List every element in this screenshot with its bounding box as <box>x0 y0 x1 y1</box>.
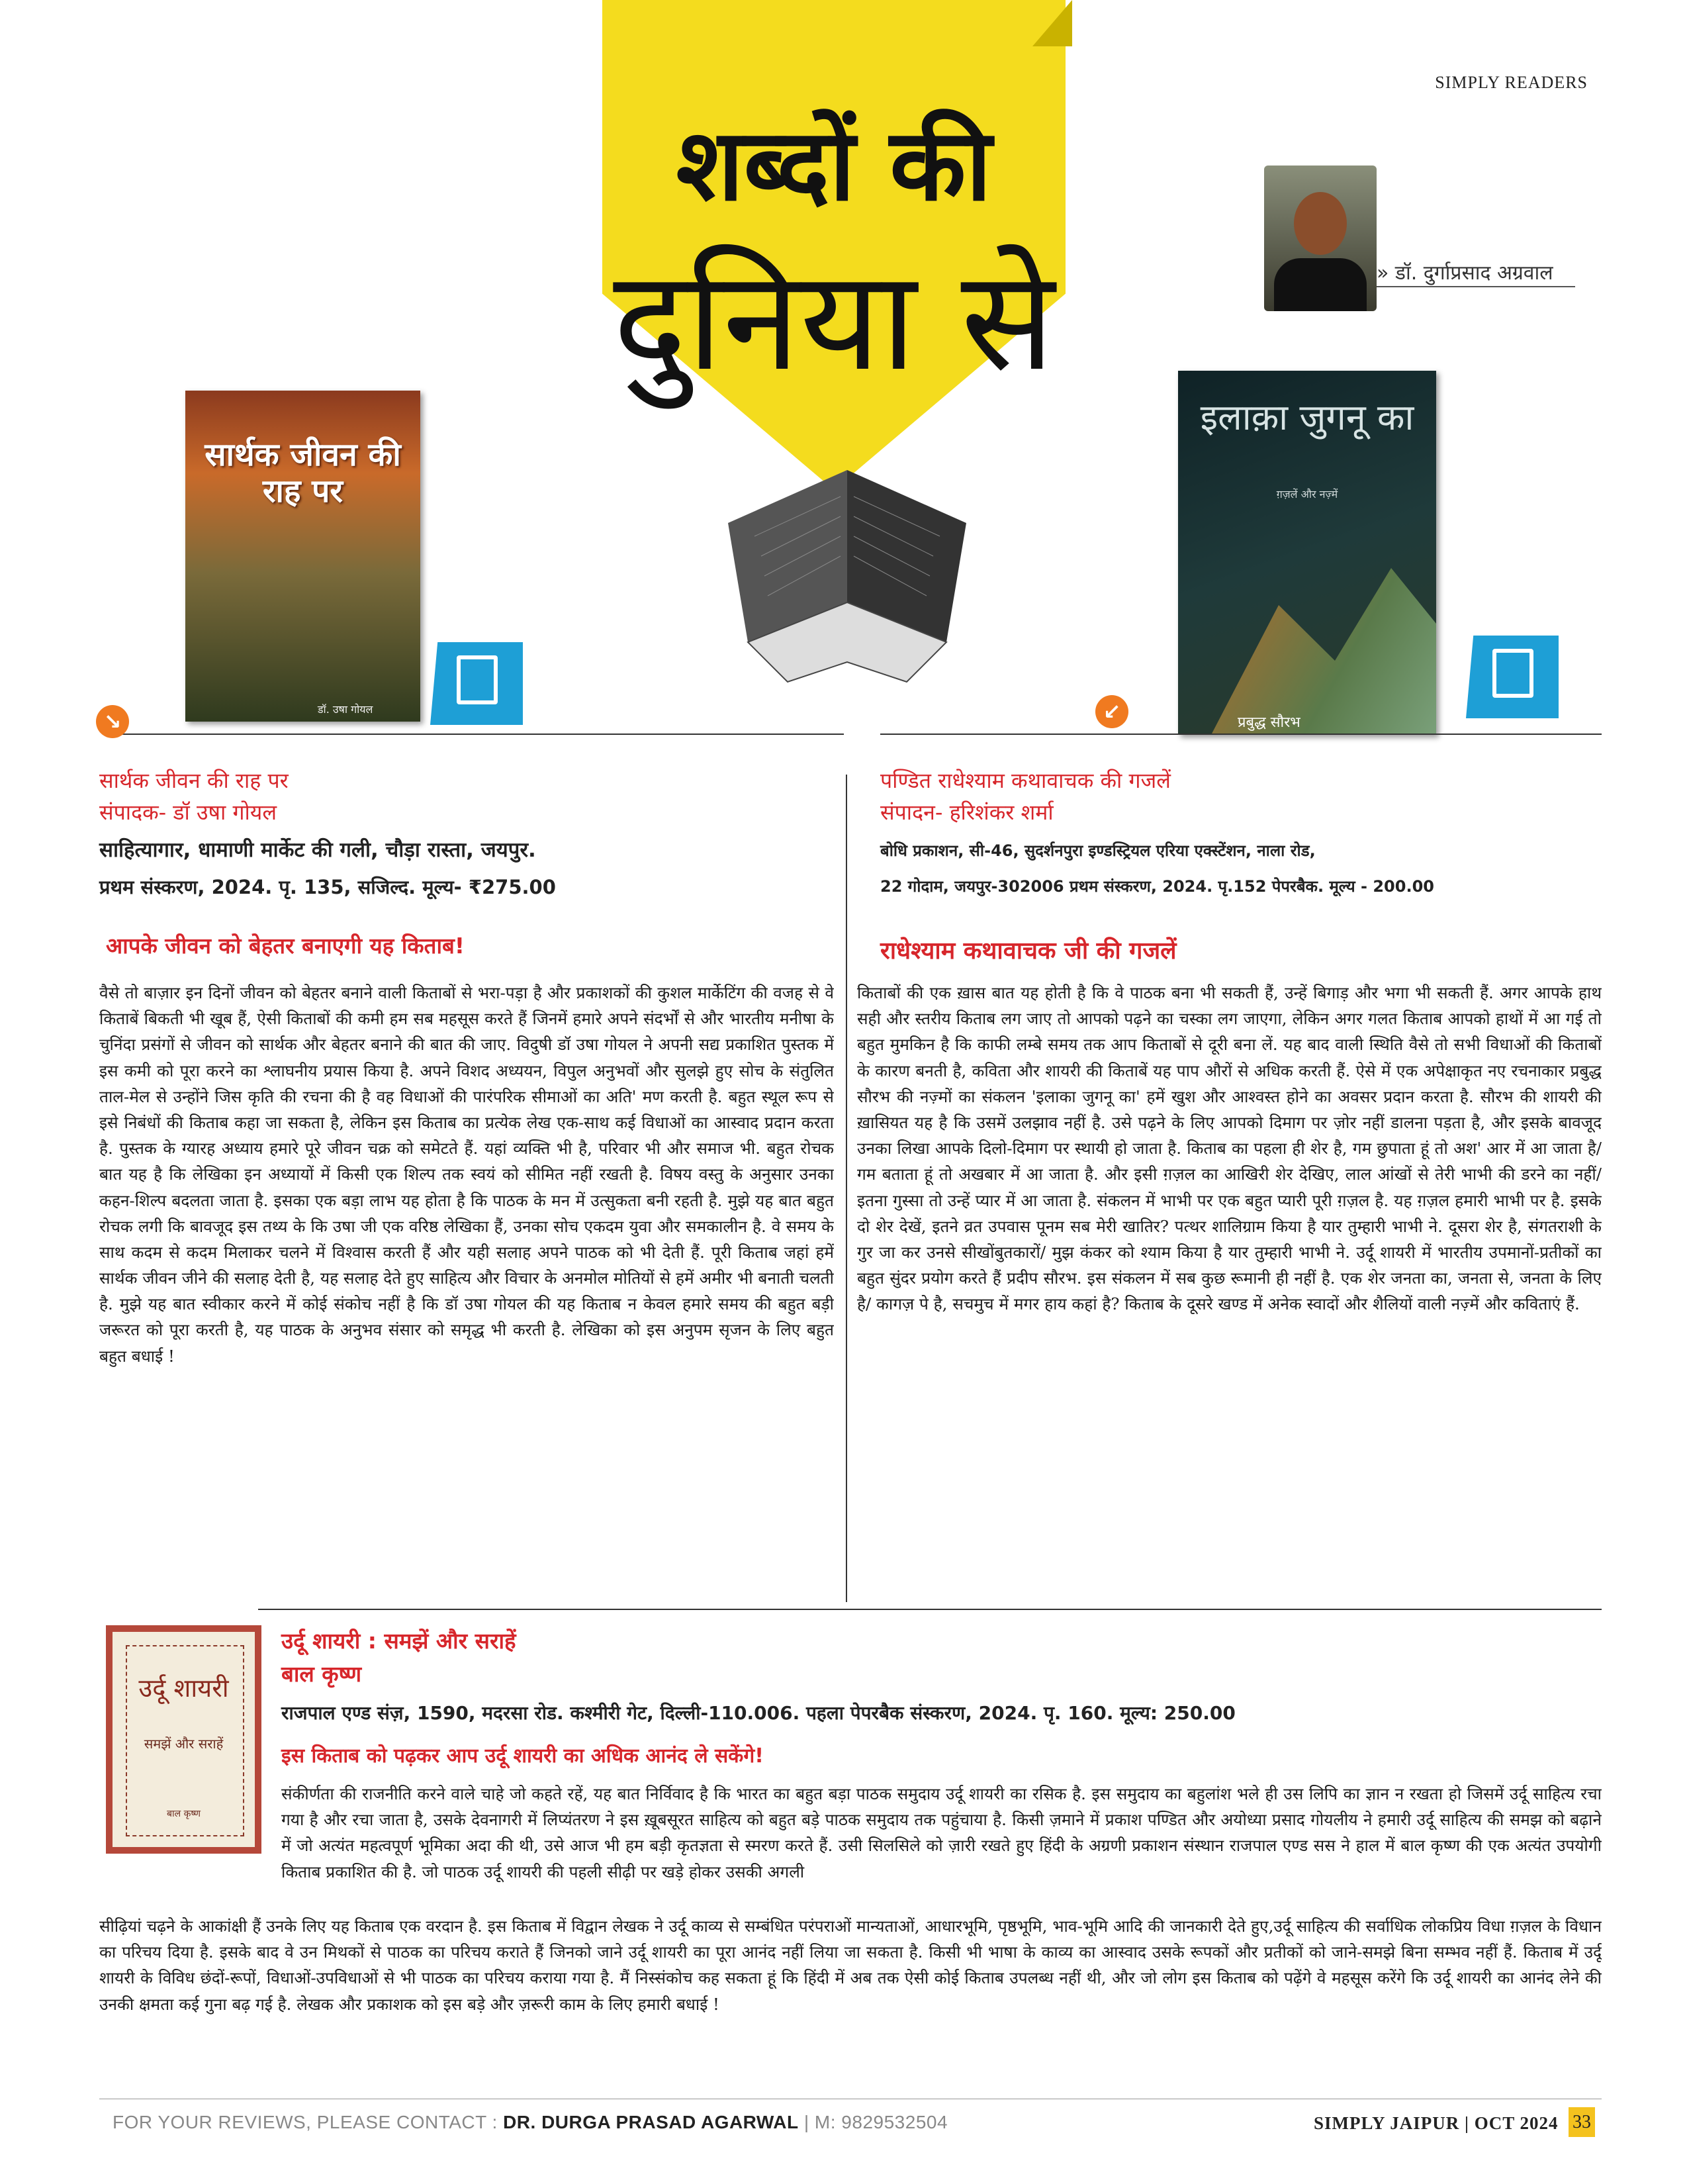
review2-body: किताबों की एक ख़ास बात यह होती है कि वे पाठक बना भी सकती हैं, उन्हें बिगाड़ और भगा भी सकती हैं. अगर आपके हाथ सही और स्तरीय किताब लग जाए तो आपको पढ़ने का चस्का लग जाएगा, लेकिन अगर गलत किताब आपको हाथों में आ गई तो बहुत मुमकिन है कि काफी लम्बे समय तक आप किताबों से दूरी बना लें. यह बाद वाली स्थिति वैसे तो सभी विधाओं की किताबों के कारण बनती है, कविता और शायरी की किताबें यह पाप औरों से अधिक करती हैं. ऐसे में एक अपेक्षाकृत नए रचनाकार प्रबुद्ध सौरभ की नज़्मों का संकलन 'इलाका जुगनू का' हमें खुश और आश्वस्त होने का अवसर प्रदान करता है. सौरभ की शायरी की ख़ासियत यह है कि उसमें उलझाव नहीं है. उसे पढ़ने के लिए आपको दिमाग पर ज़ोर नहीं डालना पड़ता है, और इसके बावजूद उनका लिखा आपके दिलो-दिमाग पर स्थायी हो जाता है. किताब का पहला ही शेर है, गम छुपाता हूं तो अश' आर में आ जाता है/ गम बताता हूं तो अखबार में आ जाता है. और इसी ग़ज़ल का आखिरी शेर देखिए, लाल आंखों से तेरी भाभी की डरने का नहीं/ इतना गुस्सा तो उन्हें प्यार में आ जाता है. संकलन में भाभी पर एक बहुत प्यारी पूरी ग़ज़ल है. यह ग़ज़ल हमारी भाभी पर है. इसके दो शेर देखें, इतने व्रत उपवास पूनम सब मेरी खातिर? पत्थर शालिग्राम किया है यार तुम्हारी भाभी ने. दूसरा शेर है, संगतराशी के गुर जा कर उनसे सीखोंबुतकारों/ मुझ कंकर को श्याम किया है यार तुम्हारी भाभी ने. उर्दू शायरी में भारतीय उपमानों-प्रतीकों का बहुत सुंदर प्रयोग करते हैं प्रदीप सौरभ. इस संकलन में सब कुछ रूमानी ही नहीं है. एक शेर जनता का, जनता से, जनता के लिए है/ कागज़ पे है, सचमुच में मगर हाय कहां है? किताब के दूसरे खण्ड में अनेक स्वादों और शैलियों वाली नज़्में और कविताएं हैं. <box>857 983 1602 1314</box>
author-byline: » डॉ. दुर्गाप्रसाद अग्रवाल <box>1377 261 1553 285</box>
book-icon-outline <box>1492 649 1533 698</box>
byline-rule <box>1377 286 1575 287</box>
book-cover-1-author: डॉ. उषा गोयल <box>318 703 373 716</box>
page-title-line1: शब्दों की <box>676 108 992 223</box>
footer-magazine: SIMPLY JAIPUR | OCT 2024 <box>1314 2113 1559 2133</box>
review3-subhead: इस किताब को पढ़कर आप उर्दू शायरी का अधिक आनंद ले सकेंगे! <box>281 1744 764 1768</box>
review2-publisher: बोधि प्रकाशन, सी-46, सुदर्शनपुरा इण्डस्ट्रियल एरिया एक्स्टेंशन, नाला रोड, <box>880 841 1316 860</box>
review2-subhead: राधेश्याम कथावाचक जी की गजलें <box>880 937 1177 965</box>
review1-editor: संपादक- डॉ उषा गोयल <box>99 800 277 825</box>
review3-title: उर्दू शायरी : समझें और सराहें <box>281 1628 516 1654</box>
review1-publisher: साहित्यागार, धामाणी मार्केट की गली, चौड़ा रास्ता, जयपुर. <box>99 838 536 862</box>
book-cover-3-subtitle: समझें और सराहें <box>144 1736 224 1752</box>
review2-editor: संपादन- हरिशंकर शर्मा <box>880 800 1054 825</box>
footer-contact <box>113 2112 948 2133</box>
review3-body-full: सीढ़ियां चढ़ने के आकांक्षी हैं उनके लिए यह किताब एक वरदान है. इस किताब में विद्वान लेखक ने उर्दू काव्य से सम्बंधित परंपराओं मान्यताओं, आधारभूमि, पृष्ठभूमि, भाव-भूमि आदि की जानकारी देते हुए,उर्दू साहित्य की सर्वाधिक लोकप्रिय विधा ग़ज़ल के विधान का परिचय दिया है. इसके बाद वे उन मिथकों से पाठक का परिचय कराते हैं जिनको जाने उर्दू शायरी का पूरा आनंद नहीं लिया जा सकता है. किसी भी भाषा के काव्य का आस्वाद उसके रूपकों और प्रतीकों को जाने-समझे बिना सम्भव नहीं हैं. किताब में उर्दू शायरी के विविध छंदों-रूपों, विधाओं-उपविधाओं से भी पाठक का परिचय कराया गया है. मैं निस्संकोच कह सकता हूं कि हिंदी में अब तक ऐसी कोई किताब उपलब्ध नहीं थी, और जो लोग इस किताब को पढ़ेंगे वे महसूस करेंगे कि उर्दू शायरी का आनंद लेने की उनकी क्षमता कई गुना बढ़ गई है. लेखक और प्रकाशक को इस बड़े और ज़रूरी काम के लिए हमारी बधाई ! <box>99 1917 1602 2014</box>
review3-author: बाल कृष्ण <box>281 1661 362 1687</box>
footer-contact-prefix: FOR YOUR REVIEWS, PLEASE CONTACT : <box>113 2112 504 2132</box>
review2-edition: 22 गोदाम, जयपुर-302006 प्रथम संस्करण, 2024. पृ.152 पेपरबैक. मूल्य - 200.00 <box>880 877 1434 896</box>
review1-edition: प्रथम संस्करण, 2024. पृ. 135, सजिल्द. मूल्य- ₹275.00 <box>99 876 556 898</box>
review1-title: सार्थक जीवन की राह पर <box>99 768 289 793</box>
page-number: 33 <box>1569 2107 1595 2137</box>
arrow-down-right-icon: ↘ <box>96 705 129 738</box>
author-suit <box>1274 258 1367 311</box>
review2-title: पण्डित राधेश्याम कथावाचक की गजलें <box>880 768 1171 793</box>
book-cover-1-title: सार्थक जीवन की राह पर <box>205 436 401 510</box>
section-label: SIMPLY READERS <box>1435 73 1588 92</box>
review3-body-wrap: संकीर्णता की राजनीति करने वाले चाहे जो कहते रहें, यह बात निर्विवाद है कि भारत का बहुत बड़ा पाठक समुदाय उर्दू शायरी का रसिक है. इस समुदाय का बहुलांश भले ही उस लिपि का ज्ञान न रखता हो जिसमें उर्दू साहित्य रचा गया है और रचा जाता है, उसके देवनागरी में लिप्यंतरण ने इस ख़ूबसूरत साहित्य को बहुत बड़े पाठक समुदाय तक पहुंचाया है. किसी ज़माने में प्रकाश पण्डित और अयोध्या प्रसाद गोयलीय ने हमारी उर्दू साहित्य की समझ को बढ़ाने में जो अत्यंत महत्वपूर्ण भूमिका अदा की थी, उसे आज भी हम बड़ी कृतज्ञता से स्मरण करते हैं. उसी सिलसिले को ज़ारी रखते हुए हिंदी के अग्रणी प्रकाशन संस्थान राजपाल एण्ड सस ने हाल में बाल कृष्ण की एक अत्यंत उपयोगी किताब प्रकाशित की है. जो पाठक उर्दू शायरी की पहली सीढ़ी पर खड़े होकर उसकी अगली <box>281 1784 1602 1881</box>
author-face <box>1294 192 1347 255</box>
book-cover-2-title: इलाक़ा जुगनू का <box>1200 397 1414 438</box>
review3-publisher: राजपाल एण्ड संज़, 1590, मदरसा रोड. कश्मीरी गेट, दिल्ली-110.006. पहला पेपरबैक संस्करण, 2024. पृ. 160. मूल्य: 250.00 <box>281 1702 1236 1724</box>
arrow-down-left-icon: ↙ <box>1095 695 1128 728</box>
column-divider <box>846 775 847 1602</box>
book-cover-2-author: प्रबुद्ध सौरभ <box>1238 714 1300 731</box>
open-book-illustration <box>708 444 986 695</box>
book-icon-outline <box>457 655 498 704</box>
footer-contact-phone: | M: 9829532504 <box>798 2112 948 2132</box>
book-cover-3-author: बाल कृष्ण <box>167 1809 201 1819</box>
book-cover-3-title: उर्दू शायरी <box>138 1674 229 1703</box>
section-rule-right <box>880 734 1602 735</box>
section-rule-left <box>109 734 844 735</box>
footer-contact-name: DR. DURGA PRASAD AGARWAL <box>503 2112 799 2132</box>
book-cover-2-subtitle: ग़ज़लें और नज़्में <box>1276 488 1338 500</box>
page-title-line2: दुनिया से <box>613 240 1055 402</box>
review1-body: वैसे तो बाज़ार इन दिनों जीवन को बेहतर बनाने वाली किताबों से भरा-पड़ा है और प्रकाशकों की कुशल मार्केटिंग की वजह से वे किताबें बिकती भी खूब हैं, ऐसी किताबों की कमी हम सब महसूस करते हैं जिनमें हमारे अपने संदर्भों से और भारतीय मनीषा के चुनिंदा प्रसंगों से जीवन को सार्थक और बेहतर बनाने की बात की जाए. विदुषी डॉ उषा गोयल ने अपनी सद्य प्रकाशित पुस्तक में इस कमी को पूरा करने का श्लाघनीय प्रयास किया है. अपने विशद अध्ययन, विपुल अनुभवों और सुलझे हुए सोच के संतुलित ताल-मेल से उन्होंने जिस कृति की रचना की है वह विधाओं की पारंपरिक सीमाओं का अति' मण करती है. बहुत स्थूल रूप से इसे निबंधों की किताब कहा जा सकता है, लेकिन इस किताब का प्रत्येक लेख एक-साथ कई विधाओं का आस्वाद प्रदान करता है. पुस्तक के ग्यारह अध्याय हमारे पूरे जीवन चक्र को समेटते हैं. यहां व्यक्ति भी है, परिवार भी और समाज भी. बहुत रोचक बात यह है कि लेखिका इन अध्यायों में किसी एक शिल्प तक स्वयं को सीमित नहीं रखती है. विषय वस्तु के अनुसार उनका कहन-शिल्प बदलता जाता है. इसका एक बड़ा लाभ यह होता है कि पाठक के मन में उत्सुकता बनी रहती है. मुझे यह बात बहुत रोचक लगी कि बावजूद इस तथ्य के कि उषा जी एक वरिष्ठ लेखिका हैं, उनका सोच एकदम युवा और समकालीन है. वे समय के साथ कदम से कदम मिलाकर चलने में विश्वास करती हैं और यही सलाह अपने पाठक को भी देती हैं. पूरी किताब जहां हमें सार्थक जीवन जीने की सलाह देती है, यह सलाह देते हुए साहित्य और विचार के अनमोल मोतियों से हमें अमीर भी बनाती चलती है. मुझे यह बात स्वीकार करने में कोई संकोच नहीं है कि डॉ उषा गोयल की यह किताब न केवल हमारे समय की बहुत बड़ी जरूरत को पूरा करती है, यह पाठक के अनुभव संसार को समृद्ध भी करती है. लेखिका को इस अनुपम सृजन के लिए बहुत बहुत बधाई ! <box>99 983 834 1366</box>
review1-subhead: आपके जीवन को बेहतर बनाएगी यह किताब! <box>106 933 465 959</box>
section-rule-bottom <box>258 1609 1602 1610</box>
